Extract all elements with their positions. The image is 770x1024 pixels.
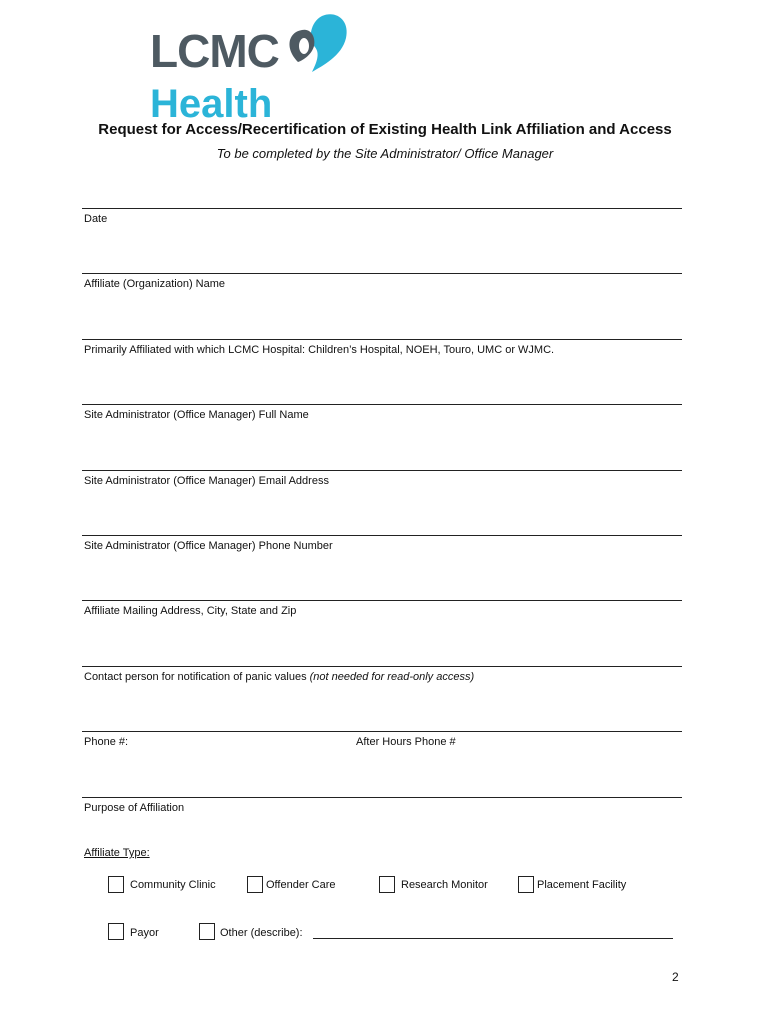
affiliate-name-field[interactable] [82,273,682,290]
mailing-address-field[interactable] [82,600,682,617]
placement-facility-checkbox[interactable] [518,876,534,893]
research-monitor-label: Research Monitor [401,879,488,891]
logo-text-health: Health [150,82,273,126]
admin-phone-label: Site Administrator (Office Manager) Phone Number [84,540,333,552]
panic-contact-note: (not needed for read-only access) [309,671,475,683]
admin-email-field[interactable] [82,470,682,487]
date-field[interactable] [82,208,682,225]
payor-checkbox[interactable] [108,923,124,940]
form-title: Request for Access/Recertification of Existing Health Link Affiliation and Access [98,121,672,138]
logo-heart-icon [278,8,350,88]
form-subtitle: To be completed by the Site Administrator/ Office Manager [216,146,554,161]
admin-phone-field[interactable] [82,535,682,552]
admin-email-label: Site Administrator (Office Manager) Email Address [84,475,329,487]
offender-care-label: Offender Care [266,879,336,891]
primary-hospital-field[interactable] [82,339,682,356]
page-number: 2 [672,970,679,984]
community-clinic-checkbox[interactable] [108,876,124,893]
purpose-field[interactable] [82,797,682,814]
affiliate-name-label: Affiliate (Organization) Name [84,278,226,290]
affiliate-type-label: Affiliate Type: [84,847,150,859]
phone-label: Phone #: [84,736,129,748]
other-describe-line[interactable] [313,938,673,939]
mailing-address-label: Affiliate Mailing Address, City, State and Zip [84,605,297,617]
primary-hospital-label: Primarily Affiliated with which LCMC Hospital: Children’s Hospital, NOEH, Touro, UMC or WJMC. [84,344,555,356]
phone-field[interactable] [82,731,682,748]
panic-contact-text: Contact person for notification of panic values [84,671,307,683]
purpose-label: Purpose of Affiliation [84,802,185,814]
lcmc-health-logo [150,8,350,126]
community-clinic-label: Community Clinic [130,879,216,891]
panic-contact-label [84,671,474,683]
payor-label: Payor [130,927,159,939]
placement-facility-label: Placement Facility [537,879,627,891]
logo-text-lcmc: LCMC [150,25,279,77]
admin-name-label: Site Administrator (Office Manager) Full Name [84,409,309,421]
other-checkbox[interactable] [199,923,215,940]
other-label: Other (describe): [220,927,303,939]
panic-contact-field[interactable] [82,666,682,683]
after-hours-phone-label: After Hours Phone # [356,736,456,748]
offender-care-checkbox[interactable] [247,876,263,893]
research-monitor-checkbox[interactable] [379,876,395,893]
date-label: Date [84,213,108,225]
admin-name-field[interactable] [82,404,682,421]
